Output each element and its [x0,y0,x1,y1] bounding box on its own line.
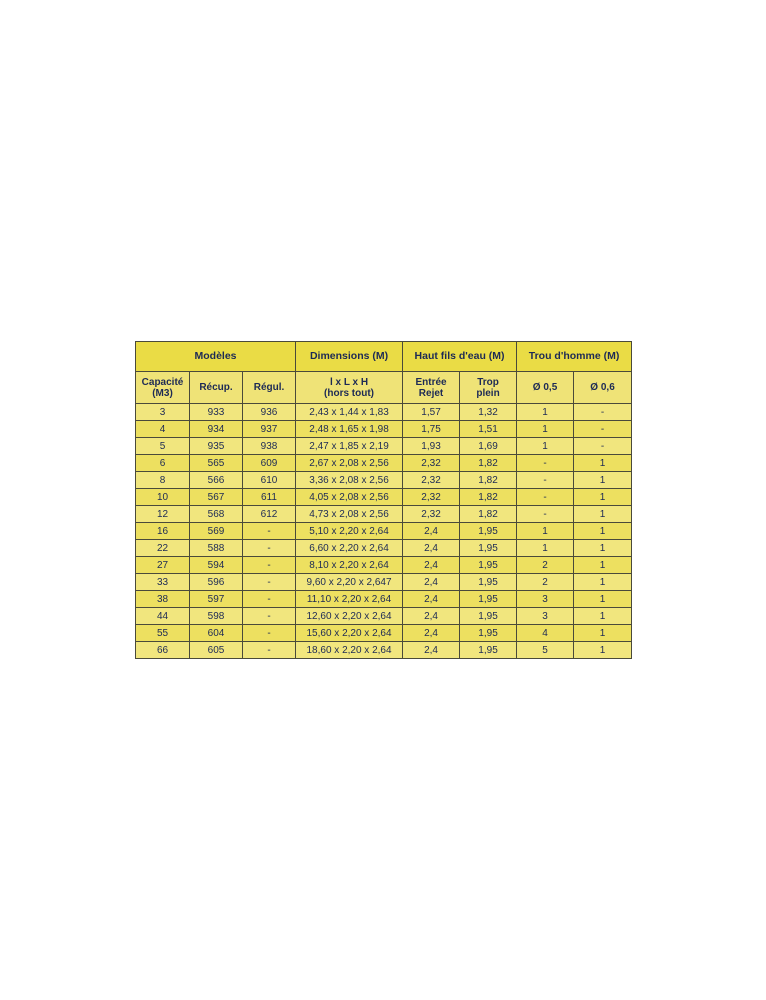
regul-cell: 937 [243,421,296,438]
regul-cell: - [243,591,296,608]
overflow-cell: 1,69 [460,438,517,455]
recup-cell: 934 [190,421,243,438]
overflow-cell: 1,82 [460,506,517,523]
recup-cell: 569 [190,523,243,540]
overflow-cell: 1,32 [460,404,517,421]
diameter-06-cell: - [574,404,632,421]
table-row [136,438,632,455]
diameter-06-cell: 1 [574,608,632,625]
regul-cell: 936 [243,404,296,421]
inlet-outlet-cell: 1,93 [403,438,460,455]
capacity-cell: 55 [136,625,190,642]
table-row [136,489,632,506]
overflow-cell: 1,95 [460,574,517,591]
recup-cell: 568 [190,506,243,523]
group-header-row [136,342,632,372]
capacity-cell: 6 [136,455,190,472]
diameter-05-cell: 2 [517,557,574,574]
table-row [136,540,632,557]
dimensions-cell: 2,47 x 1,85 x 2,19 [296,438,403,455]
capacity-cell: 33 [136,574,190,591]
subheader-line2: plein [476,387,500,399]
dimensions-cell: 12,60 x 2,20 x 2,64 [296,608,403,625]
subheader-recup [190,372,243,404]
diameter-05-cell: 2 [517,574,574,591]
table-row [136,472,632,489]
regul-cell: 938 [243,438,296,455]
overflow-cell: 1,95 [460,625,517,642]
diameter-05-cell: - [517,472,574,489]
diameter-05-cell: - [517,506,574,523]
dimensions-cell: 18,60 x 2,20 x 2,64 [296,642,403,659]
capacity-cell: 3 [136,404,190,421]
subheader-dimensions-lxh [296,372,403,404]
overflow-cell: 1,82 [460,489,517,506]
table-row [136,404,632,421]
subheader-inlet-outlet [403,372,460,404]
models-table [135,341,632,659]
dimensions-cell: 15,60 x 2,20 x 2,64 [296,625,403,642]
regul-cell: - [243,574,296,591]
table-row [136,574,632,591]
overflow-cell: 1,82 [460,455,517,472]
inlet-outlet-cell: 1,75 [403,421,460,438]
diameter-05-cell: 1 [517,421,574,438]
inlet-outlet-cell: 2,4 [403,642,460,659]
capacity-cell: 27 [136,557,190,574]
regul-cell: - [243,625,296,642]
subheader-line1: Capacité [141,376,184,388]
diameter-06-cell: 1 [574,557,632,574]
overflow-cell: 1,95 [460,591,517,608]
diameter-06-cell: 1 [574,540,632,557]
table-row [136,642,632,659]
diameter-06-cell: 1 [574,574,632,591]
subheader-line2: Rejet [418,387,444,399]
table-row [136,523,632,540]
diameter-06-cell: 1 [574,625,632,642]
recup-cell: 605 [190,642,243,659]
subheader-line2: (hors tout) [324,387,375,399]
recup-cell: 604 [190,625,243,642]
recup-cell: 935 [190,438,243,455]
subheader-line1: Récup. [199,382,233,393]
table-row [136,506,632,523]
subheader-capacity [136,372,190,404]
recup-cell: 588 [190,540,243,557]
header-water-level: Haut fils d'eau (M) [403,342,517,372]
subheader-line2: (M3) [152,387,173,399]
capacity-cell: 12 [136,506,190,523]
header-manhole: Trou d'homme (M) [517,342,632,372]
diameter-06-cell: 1 [574,591,632,608]
subheader-line1: Régul. [253,382,285,393]
overflow-cell: 1,95 [460,642,517,659]
diameter-06-cell: - [574,421,632,438]
table-row [136,625,632,642]
recup-cell: 567 [190,489,243,506]
regul-cell: - [243,642,296,659]
dimensions-cell: 2,48 x 1,65 x 1,98 [296,421,403,438]
overflow-cell: 1,95 [460,523,517,540]
recup-cell: 598 [190,608,243,625]
capacity-cell: 22 [136,540,190,557]
regul-cell: - [243,557,296,574]
table-row [136,455,632,472]
capacity-cell: 10 [136,489,190,506]
regul-cell: 612 [243,506,296,523]
diameter-06-cell: 1 [574,523,632,540]
dimensions-cell: 4,05 x 2,08 x 2,56 [296,489,403,506]
recup-cell: 597 [190,591,243,608]
diameter-06-cell: 1 [574,489,632,506]
diameter-05-cell: 1 [517,438,574,455]
inlet-outlet-cell: 2,4 [403,591,460,608]
diameter-05-cell: 1 [517,540,574,557]
capacity-cell: 5 [136,438,190,455]
dimensions-cell: 9,60 x 2,20 x 2,647 [296,574,403,591]
dimensions-cell: 6,60 x 2,20 x 2,64 [296,540,403,557]
overflow-cell: 1,51 [460,421,517,438]
inlet-outlet-cell: 2,4 [403,625,460,642]
diameter-05-cell: 1 [517,404,574,421]
subheader-line1: Trop [477,376,499,388]
regul-cell: - [243,540,296,557]
regul-cell: - [243,608,296,625]
diameter-06-cell: 1 [574,642,632,659]
regul-cell: 610 [243,472,296,489]
recup-cell: 566 [190,472,243,489]
header-dimensions: Dimensions (M) [296,342,403,372]
recup-cell: 565 [190,455,243,472]
diameter-05-cell: 1 [517,523,574,540]
subheader-overflow [460,372,517,404]
overflow-cell: 1,95 [460,557,517,574]
sub-header-row [136,372,632,404]
regul-cell: 609 [243,455,296,472]
diameter-05-cell: 5 [517,642,574,659]
table-row [136,591,632,608]
capacity-cell: 8 [136,472,190,489]
diameter-05-cell: 3 [517,608,574,625]
subheader-line1: Ø 0,5 [532,382,558,393]
subheader-line1: Entrée [415,376,447,388]
capacity-cell: 4 [136,421,190,438]
recup-cell: 596 [190,574,243,591]
capacity-cell: 66 [136,642,190,659]
subheader-line1: Ø 0,6 [590,382,615,393]
dimensions-cell: 3,36 x 2,08 x 2,56 [296,472,403,489]
regul-cell: 611 [243,489,296,506]
dimensions-cell: 4,73 x 2,08 x 2,56 [296,506,403,523]
table-row [136,421,632,438]
dimensions-cell: 11,10 x 2,20 x 2,64 [296,591,403,608]
overflow-cell: 1,95 [460,540,517,557]
subheader-diameter-06 [574,372,632,404]
recup-cell: 594 [190,557,243,574]
overflow-cell: 1,95 [460,608,517,625]
diameter-06-cell: 1 [574,472,632,489]
inlet-outlet-cell: 2,4 [403,574,460,591]
recup-cell: 933 [190,404,243,421]
models-table-container [135,341,631,659]
inlet-outlet-cell: 2,4 [403,608,460,625]
subheader-regul [243,372,296,404]
diameter-06-cell: 1 [574,506,632,523]
dimensions-cell: 5,10 x 2,20 x 2,64 [296,523,403,540]
diameter-05-cell: - [517,455,574,472]
header-models: Modèles [136,342,296,372]
inlet-outlet-cell: 2,32 [403,489,460,506]
dimensions-cell: 2,67 x 2,08 x 2,56 [296,455,403,472]
diameter-06-cell: 1 [574,455,632,472]
diameter-06-cell: - [574,438,632,455]
inlet-outlet-cell: 2,4 [403,523,460,540]
inlet-outlet-cell: 2,32 [403,506,460,523]
overflow-cell: 1,82 [460,472,517,489]
inlet-outlet-cell: 1,57 [403,404,460,421]
capacity-cell: 16 [136,523,190,540]
inlet-outlet-cell: 2,4 [403,540,460,557]
subheader-diameter-05 [517,372,574,404]
table-body [136,404,632,659]
dimensions-cell: 8,10 x 2,20 x 2,64 [296,557,403,574]
table-row [136,608,632,625]
regul-cell: - [243,523,296,540]
inlet-outlet-cell: 2,32 [403,472,460,489]
capacity-cell: 44 [136,608,190,625]
diameter-05-cell: - [517,489,574,506]
diameter-05-cell: 3 [517,591,574,608]
diameter-05-cell: 4 [517,625,574,642]
capacity-cell: 38 [136,591,190,608]
table-row [136,557,632,574]
inlet-outlet-cell: 2,4 [403,557,460,574]
subheader-line1: l x L x H [329,376,369,388]
dimensions-cell: 2,43 x 1,44 x 1,83 [296,404,403,421]
inlet-outlet-cell: 2,32 [403,455,460,472]
